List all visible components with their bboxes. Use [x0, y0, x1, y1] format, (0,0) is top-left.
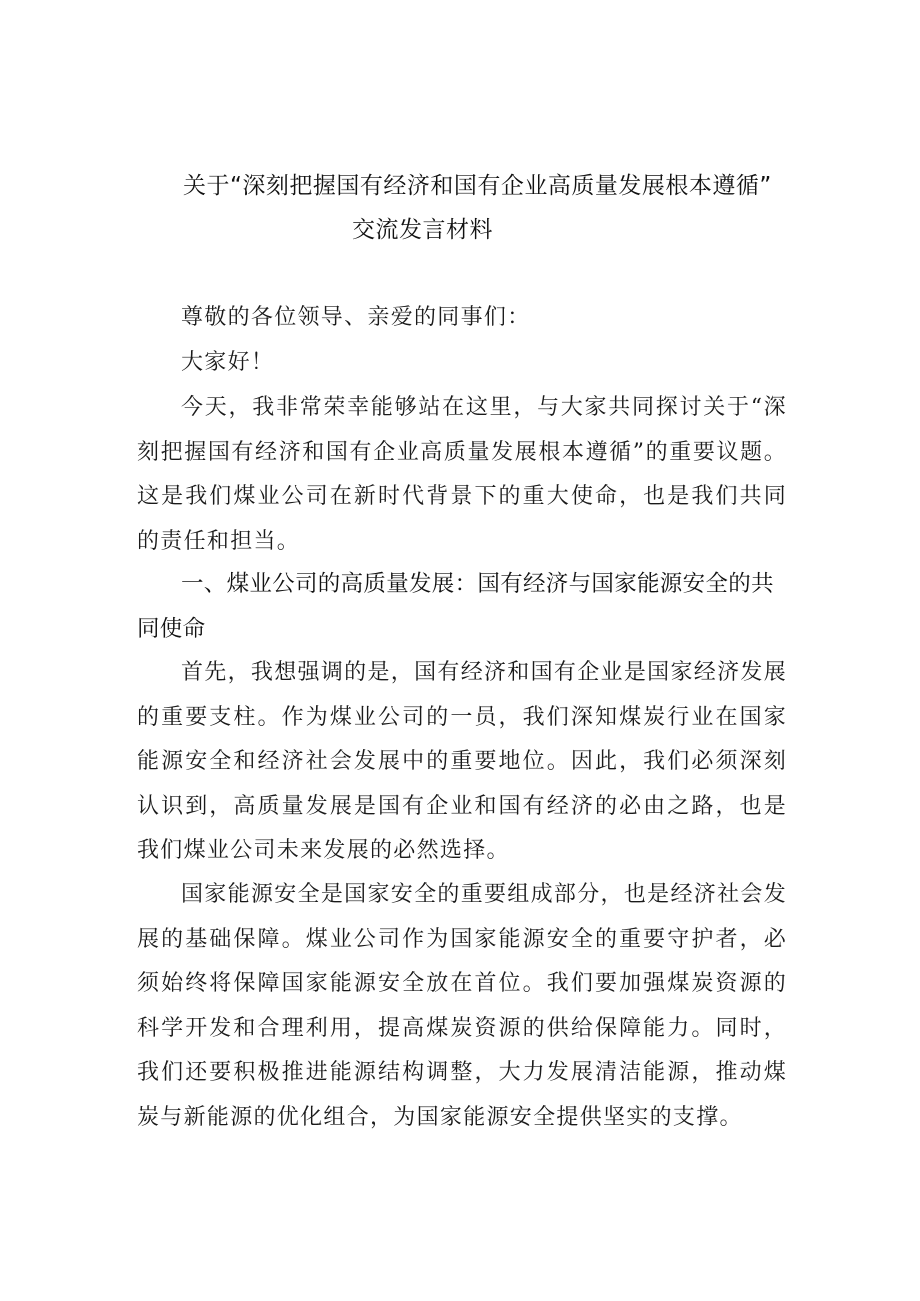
section-heading: 一、煤业公司的高质量发展：国有经济与国家能源安全的共同使命 [137, 571, 774, 642]
body-paragraph: 国家能源安全是国家安全的重要组成部分，也是经济社会发展的基础保障。煤业公司作为国家能源安全的重要守护者，必须始终将保障国家能源安全放在首位。我们要加强煤炭资源的科学开发和合理利用，提高煤炭资源的供给保障能力。同时，我们还要积极推进能源结构调整，大力发展清洁能源，推动煤炭与新能源的优化组合，为国家能源安全提供坚实的支撑。 [137, 882, 787, 1130]
document-title-line1: 关于“深刻把握国有经济和国有企业高质量发展根本遵循” [183, 173, 772, 199]
greeting-paragraph: 尊敬的各位领导、亲爱的同事们： [181, 305, 531, 330]
body-paragraph: 首先，我想强调的是，国有经济和国有企业是国家经济发展的重要支柱。作为煤业公司的一员，我们深知煤炭行业在国家能源安全和经济社会发展中的重要地位。因此，我们必须深刻认识到，高质量发展是国有企业和国有经济的必由之路，也是我们煤业公司未来发展的必然选择。 [137, 660, 787, 863]
document-title-line2: 交流发言材料 [352, 217, 493, 243]
hello-paragraph: 大家好！ [181, 350, 275, 375]
intro-paragraph: 今天，我非常荣幸能够站在这里，与大家共同探讨关于“深刻把握国有经济和国有企业高质量发展根本遵循”的重要议题。这是我们煤业公司在新时代背景下的重大使命，也是我们共同的责任和担当。 [137, 395, 787, 554]
